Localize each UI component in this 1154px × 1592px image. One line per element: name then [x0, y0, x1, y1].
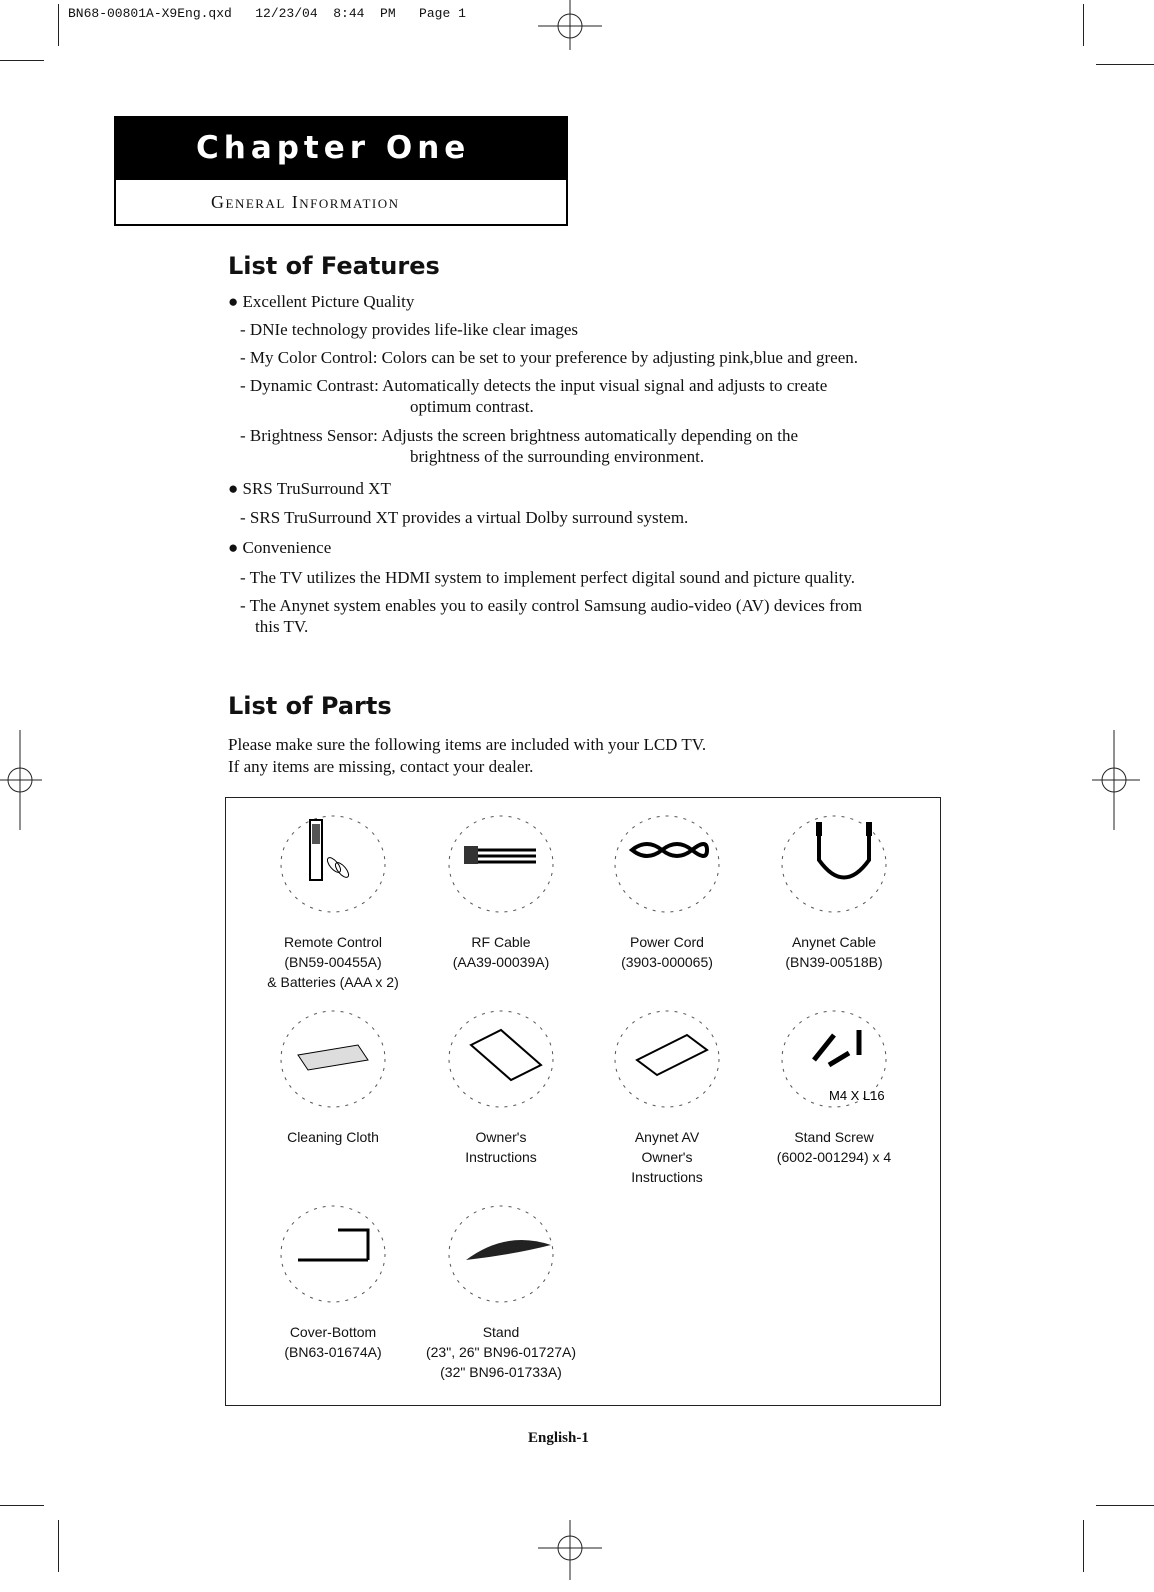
part-name: Cleaning Cloth	[287, 1129, 379, 1145]
part-item	[416, 1200, 586, 1382]
part-detail: (AA39-00039A)	[452, 954, 550, 970]
part-item	[749, 1005, 919, 1167]
part-illustration-icon	[592, 1005, 742, 1113]
crop-mark	[0, 1505, 44, 1506]
part-name: Anynet Cable	[791, 934, 877, 950]
crop-mark	[1096, 1505, 1154, 1506]
part-name: Power Cord	[630, 934, 704, 950]
part-illustration-icon	[426, 810, 576, 918]
part-item	[248, 1005, 418, 1147]
crop-mark	[58, 4, 59, 46]
part-item	[416, 1005, 586, 1167]
part-item	[749, 810, 919, 972]
part-detail: (BN39-00518B)	[785, 954, 883, 970]
part-illustration-icon	[759, 810, 909, 918]
feature-line: - My Color Control: Colors can be set to your preference by adjusting pink,blue and green.	[240, 348, 858, 367]
feature-line: - The TV utilizes the HDMI system to implement perfect digital sound and picture quality.	[240, 568, 856, 587]
part-name: Remote Control	[283, 934, 383, 950]
part-detail: Instructions	[465, 1149, 537, 1165]
page-number: English-1	[528, 1430, 589, 1446]
part-name: Stand	[482, 1324, 520, 1340]
registration-mark-icon	[0, 730, 50, 830]
part-illustration-icon	[258, 1005, 408, 1113]
registration-mark-icon	[530, 0, 610, 50]
registration-mark-icon	[1090, 730, 1154, 830]
svg-text:M4 X L16: M4 X L16	[829, 1088, 885, 1103]
part-detail: Owner's	[641, 1149, 693, 1165]
part-name: Anynet AV	[634, 1129, 700, 1145]
parts-heading: List of Parts	[228, 692, 392, 720]
part-detail: (BN59-00455A)	[284, 954, 382, 970]
part-detail: (32" BN96-01733A)	[440, 1364, 562, 1380]
part-item	[582, 810, 752, 972]
part-detail: (6002-001294) x 4	[776, 1149, 892, 1165]
feature-line: brightness of the surrounding environment.	[410, 447, 705, 466]
feature-line: - Dynamic Contrast: Automatically detects the input visual signal and adjusts to create	[240, 376, 828, 395]
part-name: Owner's	[475, 1129, 527, 1145]
part-name: RF Cable	[471, 934, 531, 950]
part-illustration-icon	[426, 1200, 576, 1308]
crop-mark	[1083, 1520, 1084, 1572]
part-detail: Instructions	[631, 1169, 703, 1185]
chapter-header	[114, 116, 568, 226]
part-name: Stand Screw	[794, 1129, 874, 1145]
part-illustration-icon	[426, 1005, 576, 1113]
part-detail: (3903-000065)	[621, 954, 713, 970]
part-illustration-icon	[592, 810, 742, 918]
part-detail: (23", 26" BN96-01727A)	[425, 1344, 577, 1360]
crop-mark	[0, 60, 44, 61]
feature-line: - DNIe technology provides life-like clear images	[240, 320, 578, 339]
part-illustration-icon	[759, 1005, 909, 1113]
registration-mark-icon	[530, 1520, 610, 1580]
part-illustration-icon	[258, 1200, 408, 1308]
part-item	[248, 810, 418, 992]
features-heading: List of Features	[228, 252, 440, 280]
part-detail: (BN63-01674A)	[284, 1344, 382, 1360]
crop-mark	[1083, 4, 1084, 46]
part-illustration-icon	[258, 810, 408, 918]
part-item	[248, 1200, 418, 1362]
feature-line: - SRS TruSurround XT provides a virtual Dolby surround system.	[240, 508, 689, 527]
part-item	[416, 810, 586, 972]
feature-line: ● Excellent Picture Quality	[228, 292, 415, 311]
parts-intro: If any items are missing, contact your dealer.	[228, 757, 534, 776]
feature-line: ● SRS TruSurround XT	[228, 479, 391, 498]
parts-intro: Please make sure the following items are included with your LCD TV.	[228, 735, 707, 754]
part-item	[582, 1005, 752, 1187]
crop-mark	[1096, 64, 1154, 65]
crop-mark	[58, 1520, 59, 1572]
feature-line: optimum contrast.	[410, 397, 534, 416]
feature-line: - The Anynet system enables you to easily control Samsung audio-video (AV) devices from	[240, 596, 863, 615]
print-slug: BN68-00801A-X9Eng.qxd 12/23/04 8:44 PM Page 1	[68, 6, 466, 21]
chapter-subtitle: General Information	[211, 192, 400, 212]
chapter-title: Chapter One	[116, 118, 566, 180]
part-detail: & Batteries (AAA x 2)	[267, 974, 399, 990]
part-name: Cover-Bottom	[289, 1324, 377, 1340]
feature-line: this TV.	[255, 617, 309, 636]
feature-line: ● Convenience	[228, 538, 332, 557]
feature-line: - Brightness Sensor: Adjusts the screen brightness automatically depending on the	[240, 426, 799, 445]
